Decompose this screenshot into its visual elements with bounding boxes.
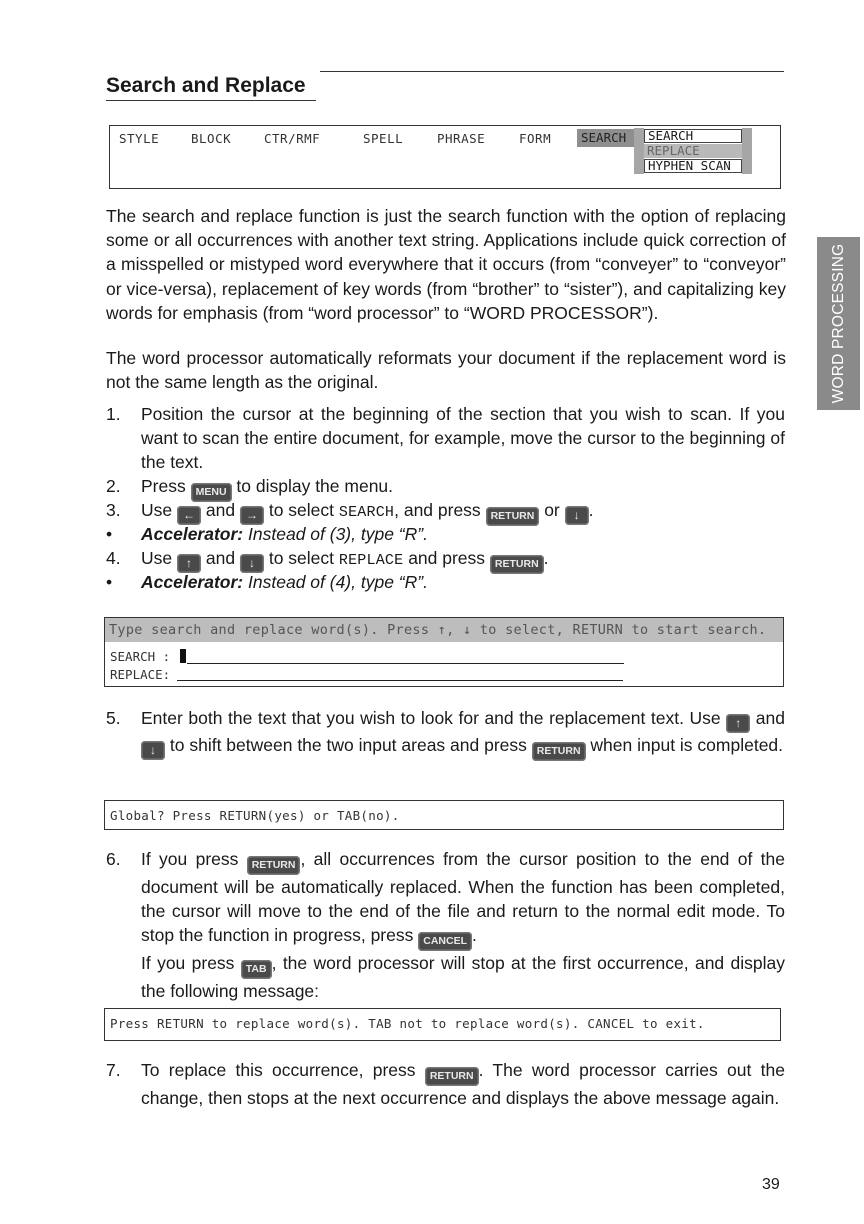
- section-side-tab: [817, 237, 860, 410]
- text-cursor: [180, 649, 186, 663]
- text-fragment: and: [205, 548, 236, 568]
- accelerator-text: [141, 570, 785, 594]
- submenu-shade-right: [742, 128, 752, 174]
- return-key-icon: RETURN: [425, 1067, 479, 1086]
- section-title: Search and Replace: [106, 74, 306, 97]
- submenu-shade-left: [634, 128, 644, 174]
- text-fragment: If you press: [141, 849, 239, 869]
- menu-item-form[interactable]: FORM: [519, 131, 552, 146]
- menu-item-ctr-rmf[interactable]: CTR/RMF: [264, 131, 321, 146]
- text-fragment: If you press: [141, 953, 235, 974]
- menu-item-block[interactable]: BLOCK: [191, 131, 232, 146]
- menu-screen: [109, 125, 781, 189]
- title-underline: [106, 100, 316, 101]
- text-fragment: to shift between the two input areas and press: [169, 735, 527, 755]
- text-fragment: .: [588, 500, 594, 520]
- global-prompt-text: Global? Press RETURN(yes) or TAB(no).: [110, 808, 400, 823]
- right-arrow-key-icon: →: [240, 506, 264, 525]
- replace-confirm-text: Press RETURN to replace word(s). TAB not to replace word(s). CANCEL to exit.: [110, 1016, 705, 1031]
- text-fragment: . The word processor carries out the change, then stops at the next occurrence and displays the above message again.: [141, 1060, 785, 1108]
- text-fragment: and: [755, 708, 785, 728]
- step-number: 2.: [106, 476, 121, 496]
- return-key-icon: RETURN: [486, 507, 540, 526]
- text-fragment: to display the menu.: [236, 476, 394, 496]
- dialog-instruction-banner: Type search and replace word(s). Press ↑, ↓ to select, RETURN to start search.: [105, 618, 783, 642]
- text-fragment: Use: [141, 548, 173, 568]
- text-fragment: .: [543, 548, 549, 568]
- step-text: [141, 1058, 785, 1110]
- return-key-icon: RETURN: [532, 742, 586, 761]
- side-tab-label: WORD PROCESSING: [830, 243, 847, 404]
- accelerator-label: Accelerator:: [141, 524, 244, 544]
- header-top-rule: [320, 71, 784, 72]
- text-fragment: Use: [141, 500, 173, 520]
- search-input[interactable]: [187, 663, 624, 664]
- bullet: •: [106, 524, 113, 544]
- global-prompt-screen: [104, 800, 784, 830]
- code-search: SEARCH: [338, 504, 395, 521]
- text-fragment: Press: [141, 476, 186, 496]
- text-fragment: to select: [268, 548, 335, 568]
- search-field-label: SEARCH :: [110, 649, 171, 664]
- step-text: Position the cursor at the beginning of the section that you wish to scan. If you want to scan the entire document, for example, move the cursor to the beginning of the text.: [141, 404, 785, 473]
- text-fragment: and press: [408, 548, 486, 568]
- text-fragment: to select: [268, 500, 335, 520]
- down-arrow-key-icon: ↓: [141, 741, 165, 760]
- left-arrow-key-icon: ←: [177, 506, 201, 525]
- return-key-icon: RETURN: [247, 856, 301, 875]
- replace-input[interactable]: [177, 680, 623, 681]
- replace-confirm-screen: [104, 1008, 781, 1041]
- bullet: •: [106, 572, 113, 592]
- reformat-paragraph: The word processor automatically reformats your document if the replacement word is not the same length as the original.: [106, 348, 786, 393]
- step-text: [141, 847, 785, 1004]
- submenu-item-search[interactable]: SEARCH: [644, 129, 742, 143]
- search-replace-dialog: [104, 617, 784, 687]
- step-number: 7.: [106, 1060, 121, 1080]
- page-number: 39: [762, 1176, 780, 1193]
- up-arrow-key-icon: ↑: [726, 714, 750, 733]
- down-arrow-key-icon: ↓: [240, 554, 264, 573]
- replace-field-label: REPLACE:: [110, 667, 171, 682]
- submenu-item-replace[interactable]: REPLACE: [644, 144, 742, 158]
- text-fragment: .: [472, 925, 477, 946]
- step-number: 1.: [106, 404, 121, 424]
- tab-key-icon: TAB: [241, 960, 272, 979]
- cancel-key-icon: CANCEL: [418, 932, 472, 951]
- text-fragment: when input is completed.: [590, 735, 784, 755]
- text-fragment: To replace this occurrence, press: [141, 1060, 416, 1080]
- text-fragment: Instead of (4), type “R”.: [248, 572, 428, 592]
- menu-item-spell[interactable]: SPELL: [363, 131, 404, 146]
- text-fragment: and: [205, 500, 236, 520]
- step-number: 5.: [106, 708, 121, 728]
- text-fragment: Instead of (3), type “R”.: [248, 524, 428, 544]
- return-key-icon: RETURN: [490, 555, 544, 574]
- menu-key-icon: MENU: [191, 483, 232, 502]
- up-arrow-key-icon: ↑: [177, 554, 201, 573]
- text-fragment: , the word processor will stop at the first occurrence, and display the following message:: [141, 953, 785, 1002]
- text-fragment: Enter both the text that you wish to look for and the replacement text. Use: [141, 708, 721, 728]
- down-arrow-key-icon: ↓: [565, 506, 589, 525]
- menu-item-style[interactable]: STYLE: [119, 131, 160, 146]
- submenu-item-hyphen-scan[interactable]: HYPHEN SCAN: [644, 159, 742, 173]
- accelerator-label: Accelerator:: [141, 572, 244, 592]
- menu-item-phrase[interactable]: PHRASE: [437, 131, 486, 146]
- search-submenu: [634, 128, 752, 174]
- step-text: [141, 706, 785, 761]
- code-replace: REPLACE: [338, 552, 404, 569]
- accelerator-text: [141, 522, 785, 546]
- text-fragment: or: [544, 500, 560, 520]
- step-number: 4.: [106, 548, 121, 568]
- intro-paragraph: The search and replace function is just the search function with the option of replacing some or all occurrences with another text string. Applications include quick correction of a misspelled or mistyped word everywhere that it occurs (from “conveyer” to “conveyor” or vice-versa), replacement of key words (from “brother” to “sister”), and capitalizing key words for emphasis (from “word processor” to “WORD PROCESSOR”).: [106, 206, 786, 323]
- step-number: 6.: [106, 849, 121, 869]
- menu-item-search-selected[interactable]: SEARCH: [577, 129, 640, 147]
- text-fragment: , and press: [394, 500, 481, 520]
- text-fragment: , all occurrences from the cursor position to the end of the document will be automatically replaced. When the function has been completed, the cursor will move to the end of the file and return to the normal edit mode. To stop the function in progress, press: [141, 849, 785, 946]
- step-number: 3.: [106, 500, 121, 520]
